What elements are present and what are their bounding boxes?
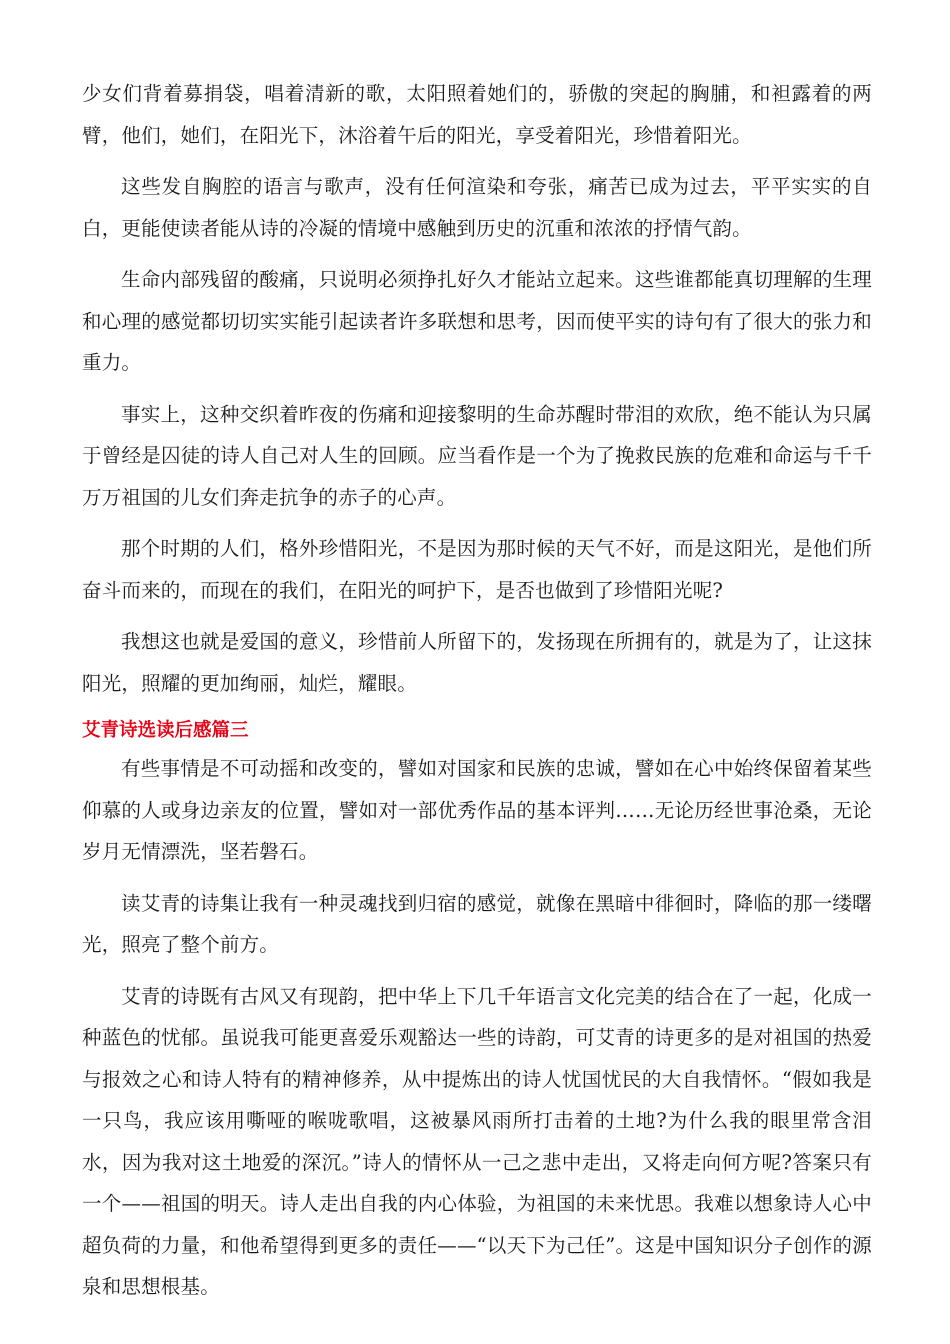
section-heading: 艾青诗选读后感篇三 — [82, 720, 249, 741]
paragraph-9: 艾青的诗既有古风又有现韵，把中华上下几千年语言文化完美的结合在了一起，化成一种蓝色的忧郁。虽说我可能更喜爱乐观豁达一些的诗韵，可艾青的诗更多的是对祖国的热爱与报效之心和诗人特有的精神修养，从中提炼出的诗人忧国忧民的大自我情怀。“假如我是一只鸟，我应该用嘶哑的喉咙歌唱，这被暴风雨所打击着的土地?为什么我的眼里常含泪水，因为我对这土地爱的深沉。”诗人的情怀从一己之悲中走出，又将走向何方呢?答案只有一个——祖国的明天。诗人走出自我的内心体验，为祖国的未来忧思。我难以想象诗人心中超负荷的力量，和他希望得到更多的责任——“以天下为己任”。这是中国知识分子创作的源泉和思想根基。 — [82, 984, 872, 1298]
paragraph-7: 有些事情是不可动摇和改变的，譬如对国家和民族的忠诚，譬如在心中始终保留着某些仰慕的人或身边亲友的位置，譬如对一部优秀作品的基本评判……无论历经世事沧桑，无论岁月无情漂洗，坚若磐石。 — [82, 757, 872, 863]
paragraph-6: 我想这也就是爱国的意义，珍惜前人所留下的，发扬现在所拥有的，就是为了，让这抹阳光，照耀的更加绚丽，灿烂，耀眼。 — [82, 630, 872, 695]
paragraph-8: 读艾青的诗集让我有一种灵魂找到归宿的感觉，就像在黑暗中徘徊时，降临的那一缕曙光，照亮了整个前方。 — [82, 891, 872, 956]
paragraph-4: 事实上，这种交织着昨夜的伤痛和迎接黎明的生命苏醒时带泪的欢欣，绝不能认为只属于曾经是囚徒的诗人自己对人生的回顾。应当看作是一个为了挽救民族的危难和命运与千千万万祖国的儿女们奔走抗争的赤子的心声。 — [82, 402, 872, 509]
paragraph-5: 那个时期的人们，格外珍惜阳光，不是因为那时候的天气不好，而是这阳光，是他们所奋斗而来的，而现在的我们，在阳光的呵护下，是否也做到了珍惜阳光呢? — [82, 537, 872, 602]
paragraph-1: 少女们背着募捐袋，唱着清新的歌，太阳照着她们的，骄傲的突起的胸脯，和袒露着的两臂，他们，她们，在阳光下，沐浴着午后的阳光，享受着阳光，珍惜着阳光。 — [82, 82, 872, 147]
document-page — [82, 73, 872, 1318]
paragraph-2: 这些发自胸腔的语言与歌声，没有任何渲染和夸张，痛苦已成为过去，平平实实的自白，更能使读者能从诗的冷凝的情境中感触到历史的沉重和浓浓的抒情气韵。 — [82, 175, 872, 240]
paragraph-3: 生命内部残留的酸痛，只说明必须挣扎好久才能站立起来。这些谁都能真切理解的生理和心理的感觉都切切实实能引起读者许多联想和思考，因而使平实的诗句有了很大的张力和重力。 — [82, 268, 872, 374]
